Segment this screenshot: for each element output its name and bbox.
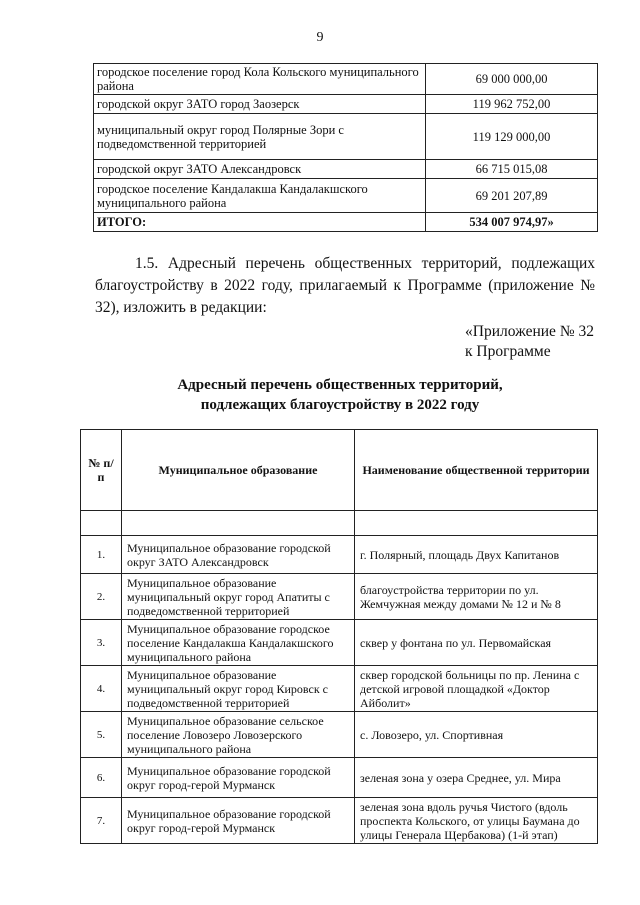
row-number: 2. [81, 574, 122, 620]
municipality-cell: Муниципальное образование муниципальный округ город Кировск с подведомственной территорией [122, 666, 355, 712]
table-row [94, 179, 598, 213]
empty-cell [122, 511, 355, 536]
row-number: 7. [81, 798, 122, 844]
municipality-cell: городской округ ЗАТО Александровск [94, 160, 426, 179]
appendix-reference [465, 322, 594, 362]
total-label: ИТОГО: [94, 213, 426, 232]
amount-cell: 119 962 752,00 [426, 95, 598, 114]
empty-row [81, 511, 598, 536]
table-row [94, 160, 598, 179]
table-row [81, 574, 598, 620]
row-number: 1. [81, 536, 122, 574]
table-row [81, 798, 598, 844]
territory-cell: зеленая зона вдоль ручья Чистого (вдоль проспекта Кольского, от улицы Баумана до улицы Генерала Щербакова) (1-й этап) [355, 798, 598, 844]
header-num: № п/п [81, 430, 122, 511]
appendix-line-2: к Программе [465, 343, 551, 360]
municipality-cell: Муниципальное образование городское поселение Кандалакша Кандалакшского муниципального района [122, 620, 355, 666]
territory-cell: сквер у фонтана по ул. Первомайская [355, 620, 598, 666]
table-row [81, 712, 598, 758]
appendix-line-1: «Приложение № 32 [465, 323, 594, 340]
funding-table [93, 63, 598, 232]
total-amount: 534 007 974,97» [426, 213, 598, 232]
section-heading [0, 375, 640, 415]
table-row [81, 666, 598, 712]
municipality-cell: Муниципальное образование сельское поселение Ловозеро Ловозерского муниципального района [122, 712, 355, 758]
territory-list-table [80, 429, 598, 844]
paragraph-1-5 [95, 253, 595, 319]
table-row [94, 64, 598, 95]
header-territory: Наименование общественной территории [355, 430, 598, 511]
municipality-cell: муниципальный округ город Полярные Зори с подведомственной территорией [94, 114, 426, 160]
row-number: 5. [81, 712, 122, 758]
amount-cell: 69 201 207,89 [426, 179, 598, 213]
table-row [94, 114, 598, 160]
municipality-cell: городской округ ЗАТО город Заозерск [94, 95, 426, 114]
amount-cell: 66 715 015,08 [426, 160, 598, 179]
row-number: 4. [81, 666, 122, 712]
territory-cell: г. Полярный, площадь Двух Капитанов [355, 536, 598, 574]
table-row [81, 620, 598, 666]
page-number: 9 [316, 30, 324, 45]
amount-cell: 69 000 000,00 [426, 64, 598, 95]
municipality-cell: Муниципальное образование городской округ город-герой Мурманск [122, 758, 355, 798]
heading-line-1: Адресный перечень общественных территорий, [177, 377, 503, 393]
table-row [81, 758, 598, 798]
territory-cell: сквер городской больницы по пр. Ленина с детской игровой площадкой «Доктор Айболит» [355, 666, 598, 712]
amount-cell: 119 129 000,00 [426, 114, 598, 160]
municipality-cell: Муниципальное образование городской округ город-герой Мурманск [122, 798, 355, 844]
territory-cell: благоустройства территории по ул. Жемчужная между домами № 12 и № 8 [355, 574, 598, 620]
header-municipality: Муниципальное образование [122, 430, 355, 511]
municipality-cell: Муниципальное образование муниципальный округ город Апатиты с подведомственной территорией [122, 574, 355, 620]
table-row [81, 536, 598, 574]
row-number: 6. [81, 758, 122, 798]
total-row [94, 213, 598, 232]
municipality-cell: Муниципальное образование городской округ ЗАТО Александровск [122, 536, 355, 574]
header-row [81, 430, 598, 511]
table-row [94, 95, 598, 114]
empty-cell [355, 511, 598, 536]
row-number: 3. [81, 620, 122, 666]
heading-line-2: подлежащих благоустройству в 2022 году [200, 397, 480, 413]
paragraph-text: 1.5. Адресный перечень общественных территорий, подлежащих благоустройству в 2022 году, прилагаемый к Программе (приложение № 32), изложить в редакции: [95, 255, 595, 316]
municipality-cell: городское поселение город Кола Кольского муниципального района [94, 64, 426, 95]
municipality-cell: городское поселение Кандалакша Кандалакшского муниципального района [94, 179, 426, 213]
territory-cell: с. Ловозеро, ул. Спортивная [355, 712, 598, 758]
empty-cell [81, 511, 122, 536]
territory-cell: зеленая зона у озера Среднее, ул. Мира [355, 758, 598, 798]
